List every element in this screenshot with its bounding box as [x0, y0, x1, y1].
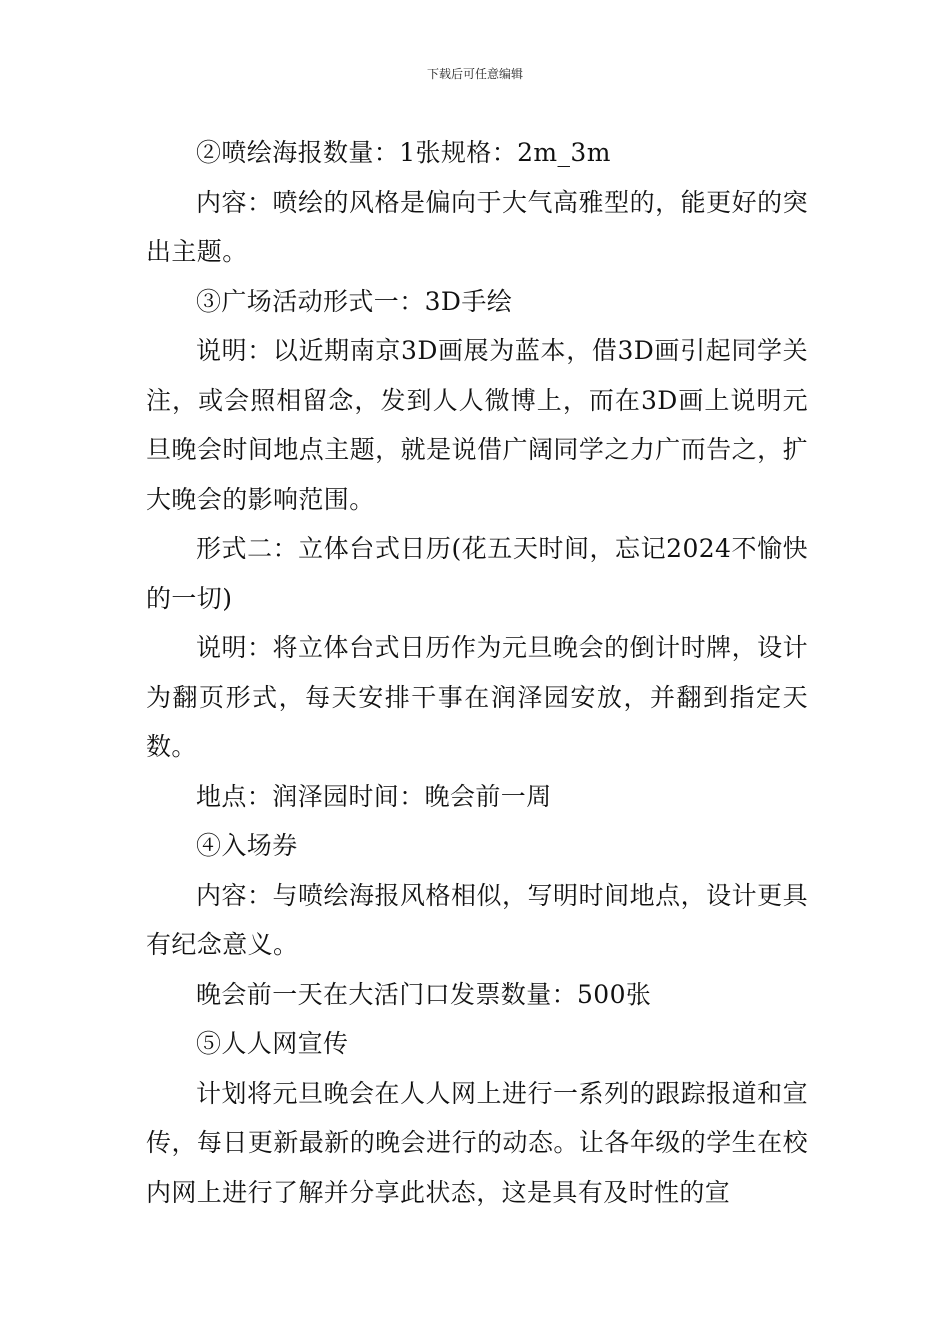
paragraph-calendar-description: 说明：将立体台式日历作为元旦晚会的倒计时牌，设计为翻页形式，每天安排干事在润泽园安放，并翻到指定天数。 — [146, 633, 808, 761]
paragraph-poster-content: 内容：喷绘的风格是偏向于大气高雅型的，能更好的突出主题。 — [146, 187, 808, 266]
paragraph-location-time: 地点：润泽园时间：晚会前一周 — [196, 781, 552, 811]
paragraph-poster-quantity: ②喷绘海报数量：1张规格：2m_3m — [196, 138, 611, 167]
paragraph-admission-ticket: ④入场券 — [196, 831, 298, 860]
paragraph-ticket-distribution: 晚会前一天在大活门口发票数量：500张 — [196, 979, 652, 1009]
document-body — [146, 128, 808, 1217]
paragraph-renren-promotion: ⑤人人网宣传 — [196, 1029, 349, 1058]
paragraph-3d-drawing-description: 说明：以近期南京3D画展为蓝本，借3D画引起同学关注，或会照相留念，发到人人微博上，而在3D画上说明元旦晚会时间地点主题，就是说借广阔同学之力广而告之，扩大晚会的影响范围。 — [146, 336, 808, 514]
paragraph-renren-plan: 计划将元旦晚会在人人网上进行一系列的跟踪报道和宣传，每日更新最新的晚会进行的动态。让各年级的学生在校内网上进行了解并分享此状态，这是具有及时性的宣 — [146, 1078, 808, 1207]
paragraph-plaza-activity-form-one: ③广场活动形式一：3D手绘 — [196, 286, 513, 316]
page-header-note: 下载后可任意编辑 — [426, 67, 523, 81]
paragraph-form-two-calendar: 形式二：立体台式日历(花五天时间，忘记2024不愉快的一切) — [146, 534, 808, 613]
paragraph-ticket-content: 内容：与喷绘海报风格相似，写明时间地点，设计更具有纪念意义。 — [146, 880, 808, 959]
